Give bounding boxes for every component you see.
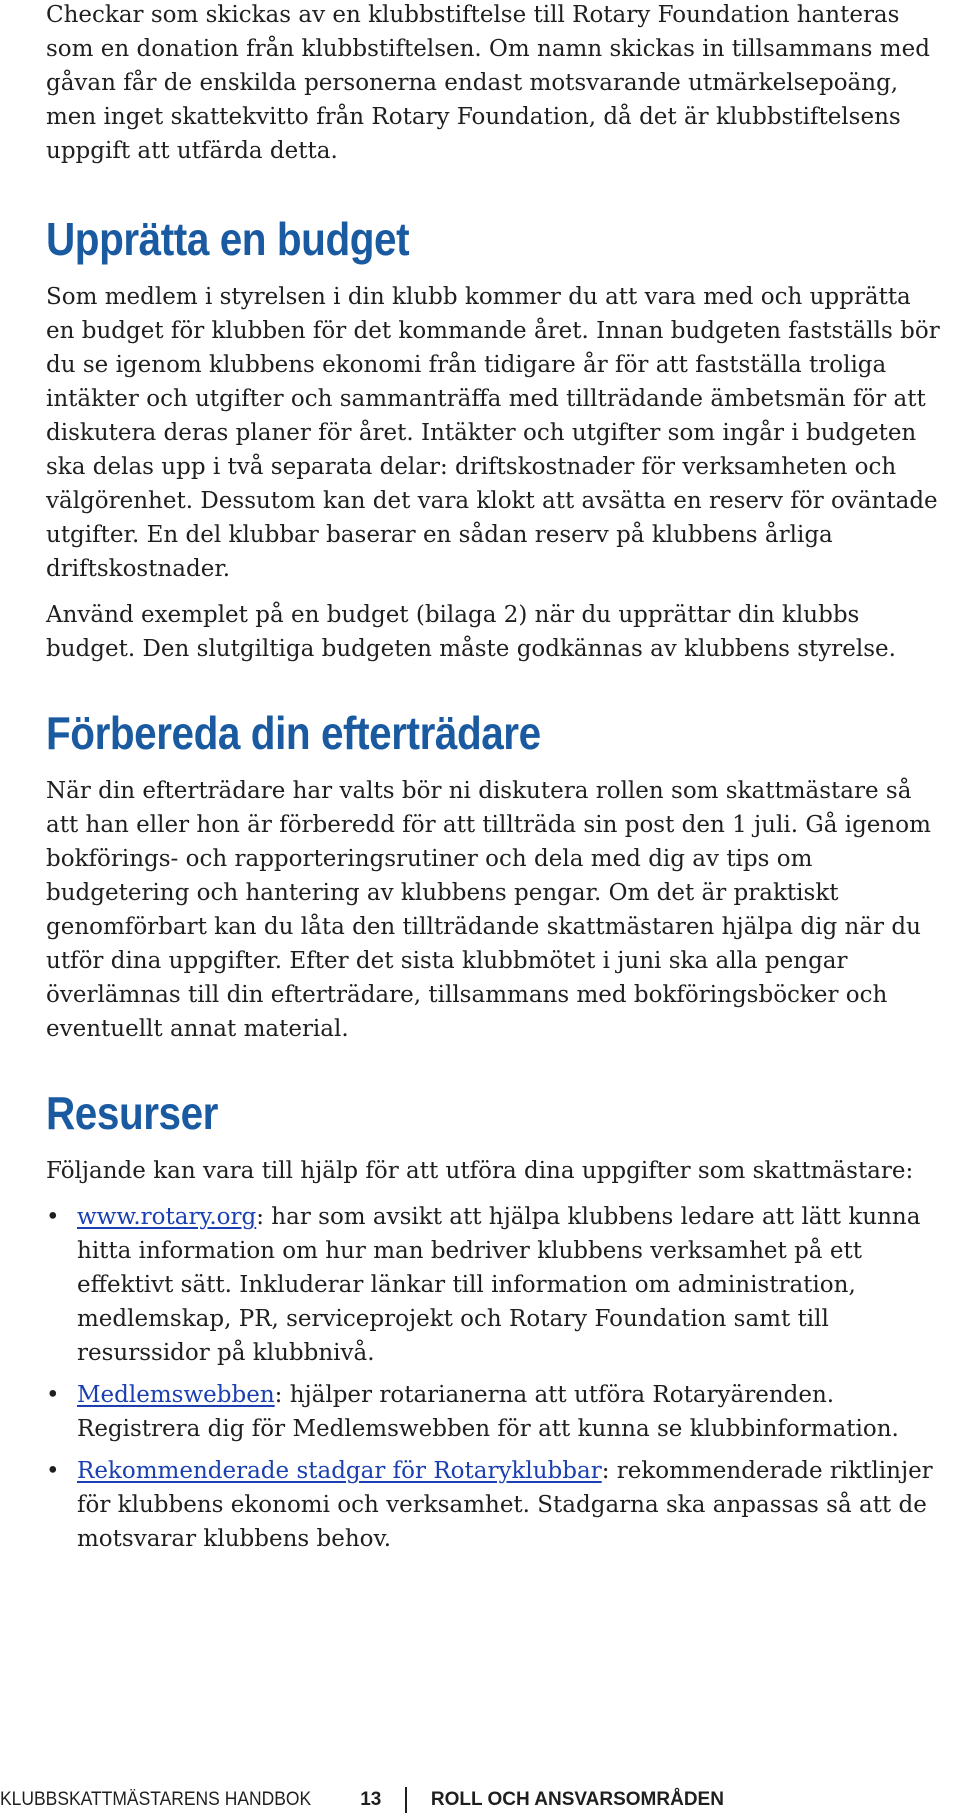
bullet-icon: •: [46, 1382, 60, 1408]
rotary-org-link[interactable]: www.rotary.org: [77, 1204, 257, 1230]
budget-heading: Upprätta en budget: [46, 213, 410, 265]
footer-handbook-title: KLUBBSKATTMÄSTARENS HANDBOK: [0, 1789, 312, 1810]
resource-item-website: [46, 1200, 946, 1370]
resource-item-bylaws: [46, 1454, 946, 1556]
budget-paragraph-1: Som medlem i styrelsen i din klubb kommer du att vara med och upprätta en budget för klubben för det kommande året. Innan budgeten fastställs bör du se igenom klubbens ekonomi från tidigare år för att fastställa troliga intäkter och utgifter och sammanträffa med tillträdande ämbetsmän för att diskutera deras planer för året. Intäkter och utgifter som ingår i budgeten ska delas upp i två separata delar: driftskostnader för verksamheten och välgörenhet. Dessutom kan det vara klokt att avsätta en reserv för oväntade utgifter. En del klubbar baserar en sådan reserv på klubbens årliga driftskostnader.: [46, 284, 940, 582]
intro-paragraph: Checkar som skickas av en klubbstiftelse till Rotary Foundation hanteras som en donation från klubbstiftelsen. Om namn skickas in tillsammans med gåvan får de enskilda personerna endast motsvarande utmärkelsepoäng, men inget skattekvitto från Rotary Foundation, då det är klubbstiftelsens uppgift att utfärda detta.: [46, 2, 930, 164]
resources-intro: Följande kan vara till hjälp för att utföra dina uppgifter som skattmästare:: [46, 1158, 914, 1184]
bullet-icon: •: [46, 1458, 60, 1484]
footer-divider: [405, 1787, 407, 1813]
resource-list: [46, 1200, 946, 1556]
resources-heading: Resurser: [46, 1087, 218, 1139]
successor-paragraph: När din efterträdare har valts bör ni diskutera rollen som skattmästare så att han eller hon är förberedd för att tillträda sin post den 1 juli. Gå igenom bokförings- och rapporteringsrutiner och dela med dig av tips om budgetering och hantering av klubbens pengar. Om det är praktiskt genomförbart kan du låta den tillträdande skattmästaren hjälpa dig när du utför dina uppgifter. Efter det sista klubbmötet i juni ska alla pengar överlämnas till din efterträdare, tillsammans med bokföringsböcker och eventuellt annat material.: [46, 778, 931, 1042]
resource-item-text: : har som avsikt att hjälpa klubbens ledare att lätt kunna hitta information om hur man bedriver klubbens verksamhet på ett effektivt sätt. Inkluderar länkar till information om administration, medlemskap, PR, serviceprojekt och Rotary Foundation samt till resurssidor på klubbnivå.: [77, 1204, 921, 1366]
medlemswebben-link[interactable]: Medlemswebben: [77, 1382, 275, 1408]
successor-heading: Förbereda din efterträdare: [46, 707, 541, 759]
footer-page-number: 13: [360, 1789, 382, 1810]
bullet-icon: •: [46, 1204, 60, 1230]
resource-item-member-web: [46, 1378, 946, 1446]
budget-paragraph-2: Använd exemplet på en budget (bilaga 2) när du upprättar din klubbs budget. Den slutgiltiga budgeten måste godkännas av klubbens styrelse.: [46, 602, 896, 662]
resource-item-text: : hjälper rotarianerna att utföra Rotaryärenden. Registrera dig för Medlemswebben för att kunna se klubbinformation.: [77, 1382, 899, 1442]
recommended-bylaws-link[interactable]: Rekommenderade stadgar för Rotaryklubbar: [77, 1458, 602, 1484]
document-page: [46, 0, 946, 1556]
resource-item-text: : rekommenderade riktlinjer för klubbens ekonomi och verksamhet. Stadgarna ska anpassas så att de motsvarar klubbens behov.: [77, 1458, 933, 1552]
page-footer: [0, 1785, 724, 1815]
footer-section-title: ROLL OCH ANSVARSOMRÅDEN: [430, 1789, 724, 1810]
